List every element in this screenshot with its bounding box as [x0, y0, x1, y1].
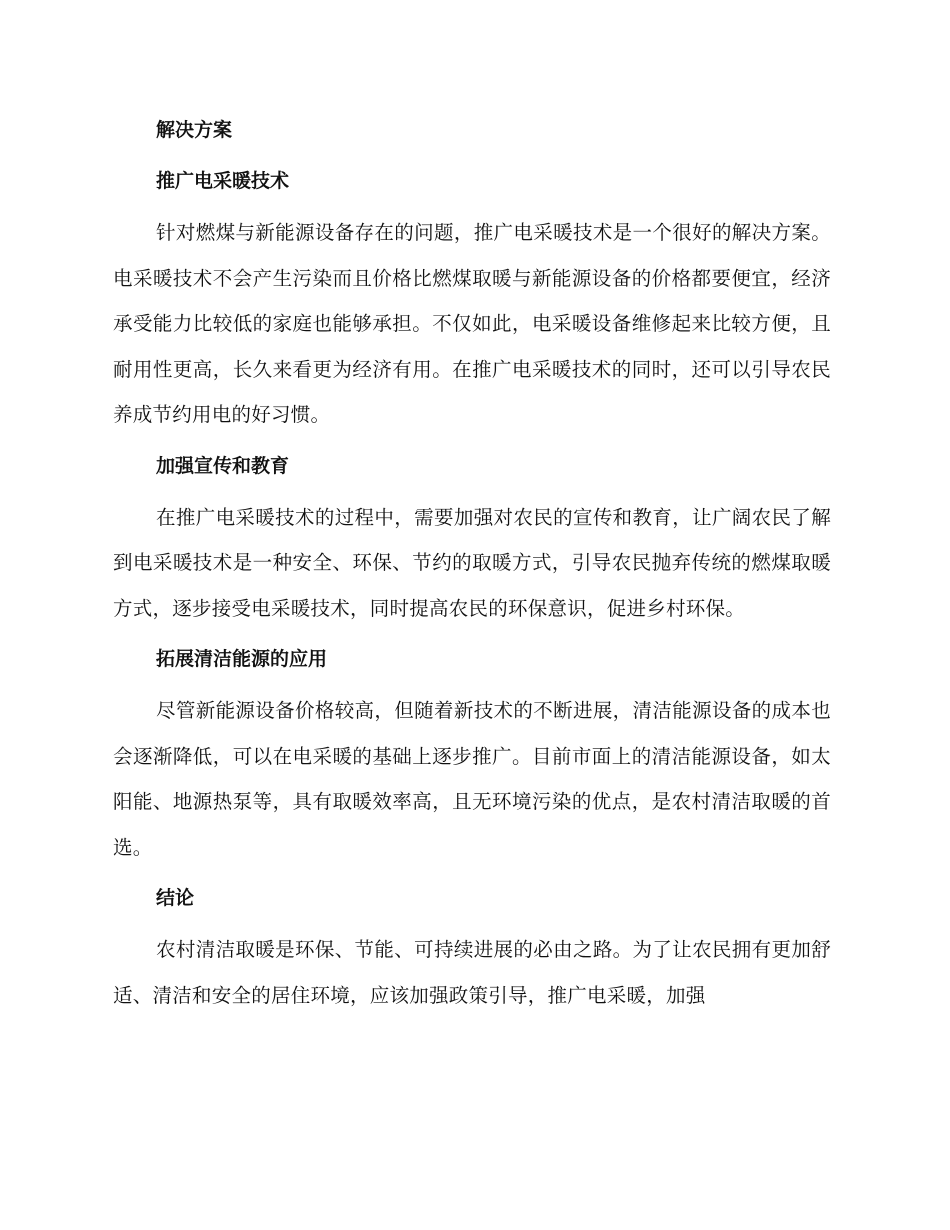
paragraph-electric-heating: 针对燃煤与新能源设备存在的问题，推广电采暖技术是一个很好的解决方案。电采暖技术不会产生污染而且价格比燃煤取暖与新能源设备的价格都要便宜，经济承受能力比较低的家庭也能够承担。不仅如此，电采暖设备维修起来比较方便，且耐用性更高，长久来看更为经济有用。在推广电采暖技术的同时，还可以引导农民养成节约用电的好习惯。 [113, 221, 831, 426]
section-heading-conclusion: 结论 [156, 887, 195, 909]
section-heading-clean-energy: 拓展清洁能源的应用 [156, 648, 328, 670]
paragraph-clean-energy: 尽管新能源设备价格较高，但随着新技术的不断进展，清洁能源设备的成本也会逐渐降低，可以在电采暖的基础上逐步推广。目前市面上的清洁能源设备，如太阳能、地源热泵等，具有取暖效率高，且无环境污染的优点，是农村清洁取暖的首选。 [113, 699, 831, 859]
document-page [113, 108, 831, 1024]
paragraph-conclusion: 农村清洁取暖是环保、节能、可持续进展的必由之路。为了让农民拥有更加舒适、清洁和安全的居住环境，应该加强政策引导，推广电采暖，加强 [113, 938, 831, 1007]
paragraph-publicity-education: 在推广电采暖技术的过程中，需要加强对农民的宣传和教育，让广阔农民了解到电采暖技术是一种安全、环保、节约的取暖方式，引导农民抛弃传统的燃煤取暖方式，逐步接受电采暖技术，同时提高农民的环保意识，促进乡村环保。 [113, 505, 831, 620]
section-heading-publicity-education: 加强宣传和教育 [156, 454, 290, 477]
section-heading-electric-heating: 推广电采暖技术 [156, 170, 290, 192]
section-heading-solution: 解决方案 [156, 119, 233, 141]
